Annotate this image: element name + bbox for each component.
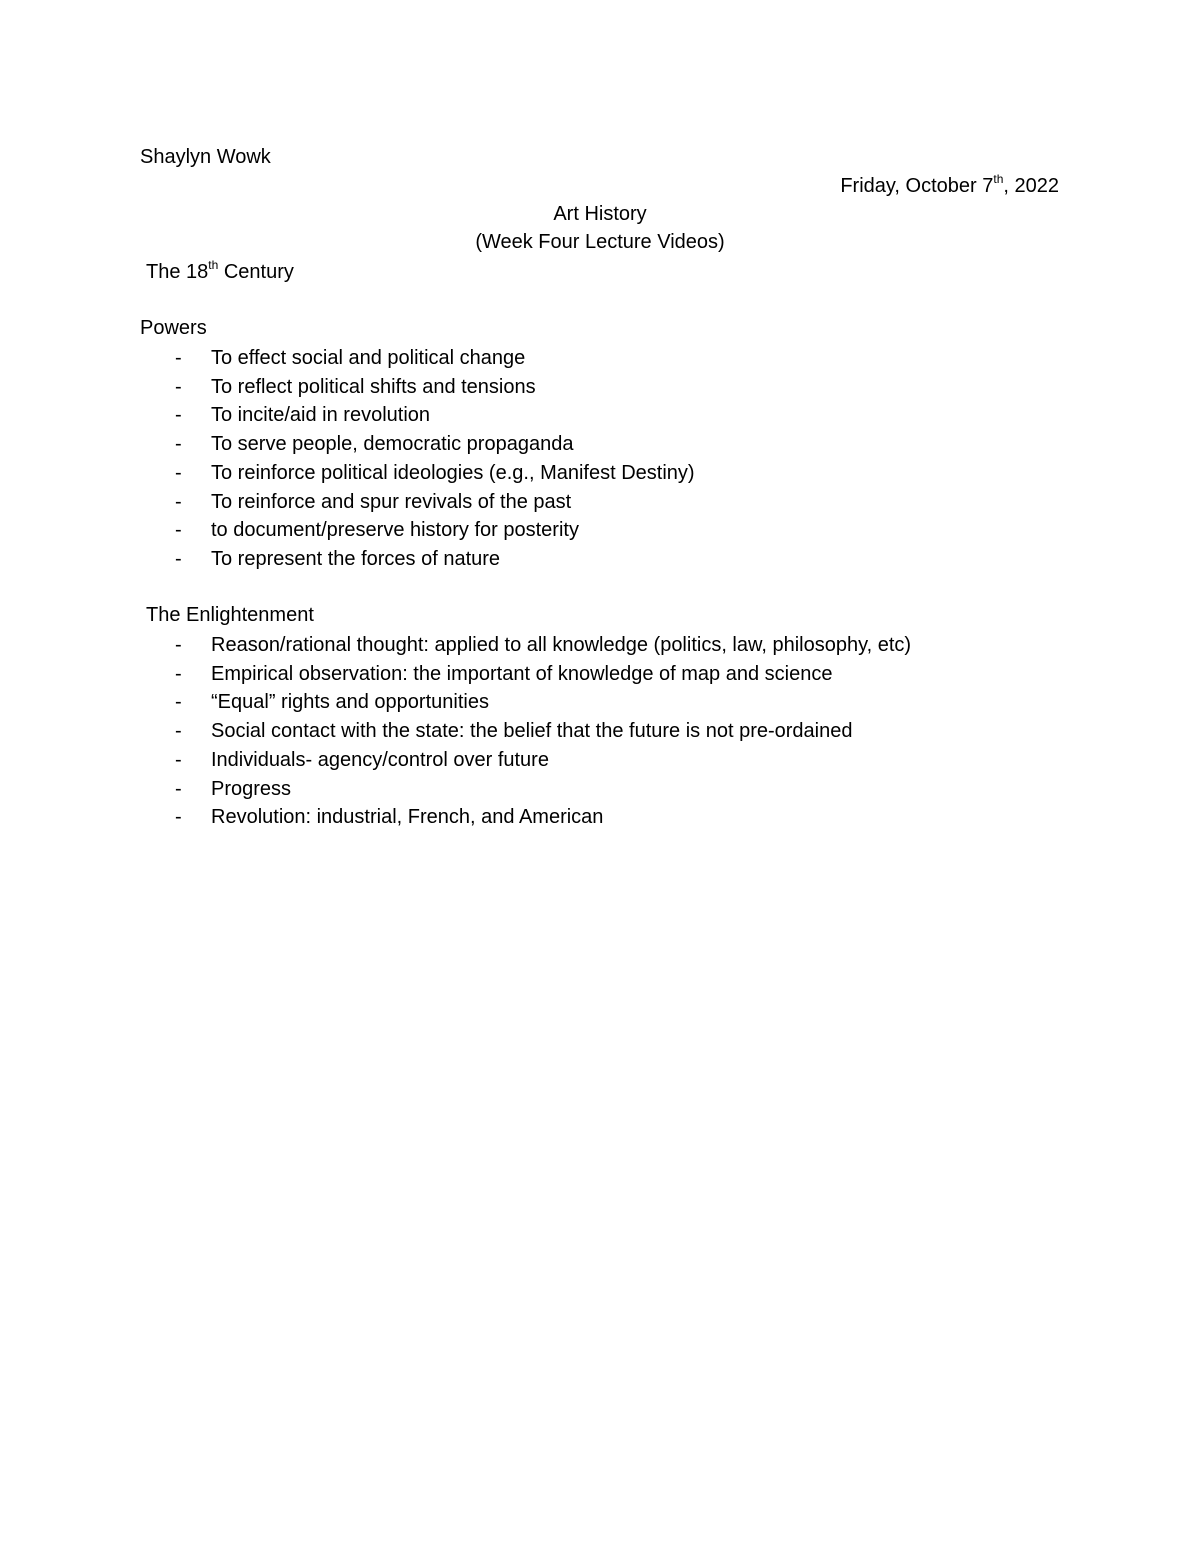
list-item (175, 775, 911, 804)
list-item-text: Progress (211, 777, 292, 800)
bullet-dash: - (175, 691, 182, 714)
bullet-dash: - (175, 662, 182, 685)
list-item-text: Reason/rational thought: applied to all knowledge (politics, law, philosophy, etc) (211, 634, 912, 656)
list-item (175, 717, 911, 746)
bullet-dash: - (175, 490, 182, 513)
list-item-text: To effect social and political change (211, 347, 526, 369)
list-item-text: To reinforce political ideologies (e.g., Manifest Destiny) (211, 461, 695, 484)
section-heading-powers: Powers (140, 317, 207, 339)
list-item-text: To reflect political shifts and tensions (211, 375, 536, 398)
list-item (175, 373, 695, 402)
list-item-text: To represent the forces of nature (211, 547, 501, 570)
bullet-dash: - (175, 433, 182, 456)
bullet-dash: - (175, 404, 182, 427)
list-item (175, 459, 695, 488)
date-ordinal-suffix: th (993, 172, 1004, 187)
date-prefix: Friday, October 7 (840, 175, 994, 197)
list-item (175, 746, 911, 775)
bullet-dash: - (175, 806, 182, 829)
list-item-text: To incite/aid in revolution (211, 404, 431, 427)
document-title: Art History (553, 203, 647, 225)
list-item (175, 344, 695, 373)
enlightenment-list (175, 631, 911, 832)
list-item-text: to document/preserve history for posterity (211, 519, 579, 542)
list-item (175, 688, 911, 717)
bullet-dash: - (175, 461, 182, 484)
bullet-dash: - (175, 777, 182, 800)
bullet-dash: - (175, 634, 182, 656)
list-item-text: Empirical observation: the important of knowledge of map and science (211, 662, 833, 685)
bullet-dash: - (175, 720, 182, 743)
document-subtitle: (Week Four Lecture Videos) (475, 231, 725, 253)
list-item (175, 545, 695, 574)
list-item (175, 401, 695, 430)
bullet-dash: - (175, 519, 182, 542)
bullet-dash: - (175, 375, 182, 398)
document-date (840, 172, 1059, 200)
list-item (175, 631, 911, 660)
list-item (175, 660, 911, 689)
list-item-text: “Equal” rights and opportunities (211, 691, 489, 714)
section-heading-enlightenment: The Enlightenment (146, 604, 314, 626)
bullet-dash: - (175, 748, 182, 771)
century-ordinal-suffix: th (208, 258, 219, 273)
bullet-dash: - (175, 347, 182, 369)
bullet-dash: - (175, 547, 182, 570)
century-prefix: The 18 (146, 261, 209, 283)
list-item (175, 430, 695, 459)
author-name: Shaylyn Wowk (140, 146, 271, 168)
list-item (175, 803, 911, 832)
list-item-text: Social contact with the state: the belief that the future is not pre-ordained (211, 720, 853, 743)
century-suffix: Century (218, 261, 294, 283)
section-heading-century (146, 258, 294, 286)
list-item-text: To serve people, democratic propaganda (211, 433, 574, 456)
list-item-text: Revolution: industrial, French, and American (211, 806, 604, 829)
list-item-text: Individuals- agency/control over future (211, 748, 549, 771)
list-item (175, 488, 695, 517)
list-item (175, 516, 695, 545)
list-item-text: To reinforce and spur revivals of the past (211, 490, 572, 513)
date-year: , 2022 (1003, 175, 1059, 197)
powers-list (175, 344, 695, 574)
